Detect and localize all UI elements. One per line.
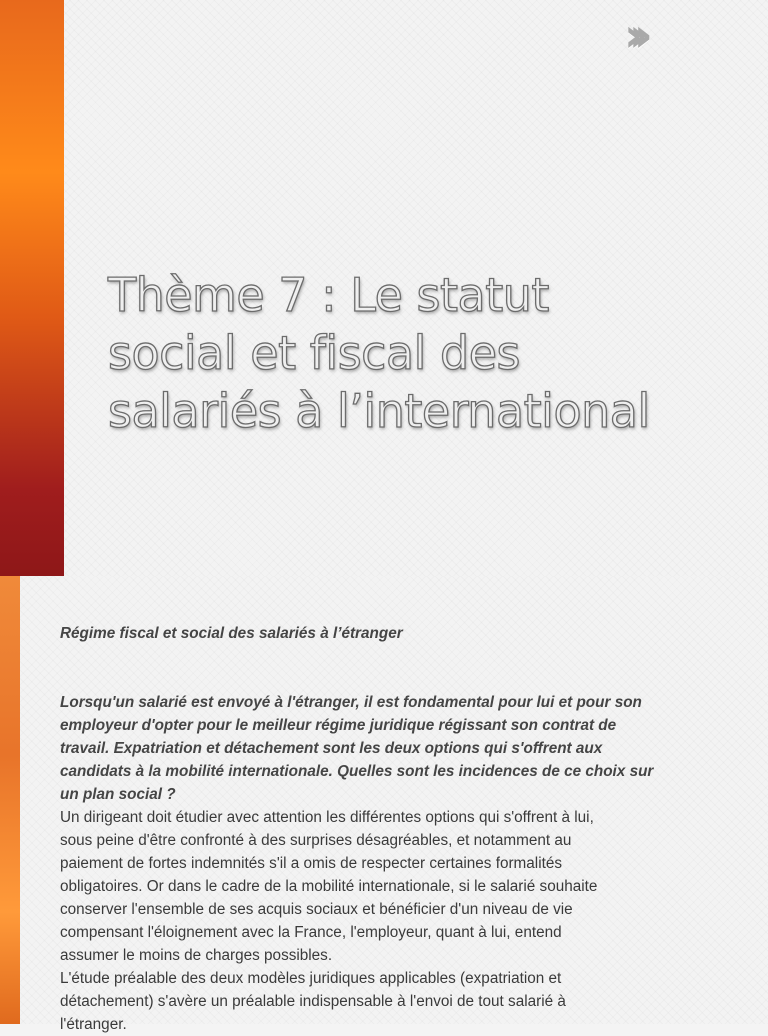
title-line-1: Thème 7 : Le statut <box>108 268 549 322</box>
body1-line-2: sous peine d'être confronté à des surprises désagréables, et notamment au <box>60 832 572 849</box>
title-line-3: salariés à l’international <box>108 384 650 438</box>
intro-line-5: un plan social ? <box>60 786 176 803</box>
slide-content <box>60 622 750 1036</box>
body2-line-3: l'étranger. <box>60 1016 127 1033</box>
chevrons-right-icon: ››› <box>624 8 639 62</box>
intro-line-3: travail. Expatriation et détachement sont les deux options qui s'offrent aux <box>60 740 603 757</box>
body1-line-3: paiement de fortes indemnités s'il a omis de respecter certaines formalités <box>60 855 562 872</box>
body2-line-1: L'étude préalable des deux modèles juridiques applicables (expatriation et <box>60 970 562 987</box>
body-paragraph-1 <box>60 806 750 967</box>
section-heading: Régime fiscal et social des salariés à l’étranger <box>60 625 403 642</box>
body-paragraph-2 <box>60 967 750 1036</box>
accent-side-bar <box>0 0 64 576</box>
intro-line-2: employeur d'opter pour le meilleur régime juridique régissant son contrat de <box>60 717 617 734</box>
accent-side-bar-2 <box>0 576 20 1024</box>
intro-line-4: candidats à la mobilité internationale. Quelles sont les incidences de ce choix sur <box>60 763 654 780</box>
body1-line-7: assumer le moins de charges possibles. <box>60 947 333 964</box>
intro-paragraph <box>60 691 750 806</box>
body2-line-2: détachement) s'avère un préalable indispensable à l'envoi de tout salarié à <box>60 993 566 1010</box>
body1-line-6: compensant l'éloignement avec la France, l'employeur, quant à lui, entend <box>60 924 562 941</box>
body1-line-1: Un dirigeant doit étudier avec attention les différentes options qui s'offrent à lui, <box>60 809 594 826</box>
body1-line-4: obligatoires. Or dans le cadre de la mobilité internationale, si le salarié souhaite <box>60 878 598 895</box>
intro-line-1: Lorsqu'un salarié est envoyé à l'étranger, il est fondamental pour lui et pour son <box>60 694 642 711</box>
body1-line-5: conserver l'ensemble de ses acquis sociaux et bénéficier d'un niveau de vie <box>60 901 573 918</box>
slide-title <box>108 266 748 440</box>
title-line-2: social et fiscal des <box>108 326 521 380</box>
content-slide <box>0 576 768 1033</box>
